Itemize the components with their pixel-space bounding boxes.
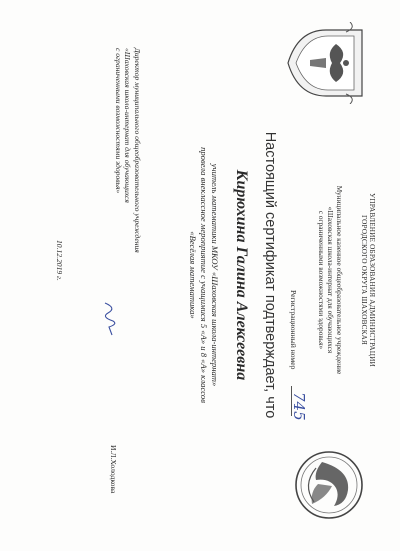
signatory-name: И.Л.Холодкова [109, 445, 118, 494]
department-line-1: УПРАВЛЕНИЕ ОБРАЗОВАНИЯ АДМИНИСТРАЦИИ [368, 193, 376, 367]
organization-line-3: с ограниченными возможностями здоровья» [317, 210, 326, 350]
director-line-3: с ограниченными возможностями здоровья» [114, 48, 123, 194]
director-line-2: «Шаховская школа-интернат для обучающихся [123, 48, 133, 203]
body-line-2: провела внеклассное мероприятие с учащимися 5 «А» и 8 «А» классов [199, 147, 209, 403]
registration-number: 745 [290, 392, 308, 421]
director-signature [98, 300, 120, 340]
organization-line-1: Муниципальное казенное общеобразовательное учреждение [335, 185, 344, 375]
certificate-heading: Настоящий сертификат подтверждает, что [262, 131, 278, 419]
registration-underline [291, 386, 292, 416]
department-line-2: ГОРОДСКОГО ОКРУГА ШАХОВСКАЯ [360, 214, 368, 346]
registration-label: Регистрационный номер [289, 290, 298, 370]
certificate-date: 10.12.2019 г. [55, 240, 64, 281]
school-bird-emblem [292, 448, 366, 522]
body-line-3: «Весёлая математика» [188, 231, 198, 319]
body-line-1: учитель математики МКОУ «Шаховская школа-интернат» [210, 163, 220, 387]
organization-line-2: «Шаховская школа-интернат для обучающихся [326, 206, 335, 354]
coat-of-arms-emblem [284, 22, 370, 104]
director-line-1: Директор муниципального общеобразовательного учреждения [133, 48, 142, 253]
recipient-name: Кирюхина Галина Алексеевна [233, 169, 250, 381]
